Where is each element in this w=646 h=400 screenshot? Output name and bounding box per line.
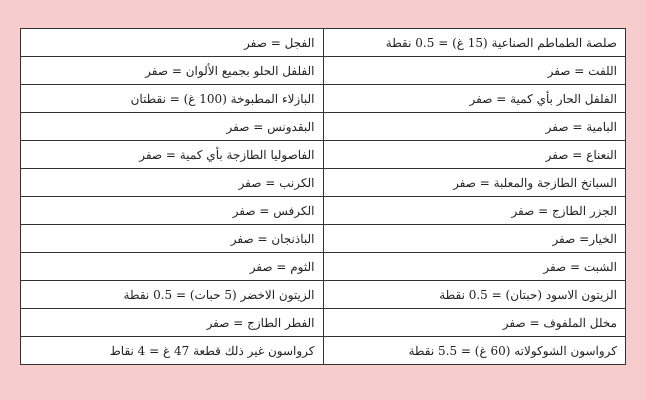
table-cell: الجزر الطازج = صفر [323, 197, 626, 225]
table-cell: الكرنب = صفر [21, 169, 324, 197]
table-cell: الزيتون الاسود (حبتان) = 0.5 نقطة [323, 281, 626, 309]
table-row [21, 337, 626, 365]
table-row [21, 197, 626, 225]
table-cell: الزيتون الاخضر (5 حبات) = 0.5 نقطة [21, 281, 324, 309]
table-row [21, 281, 626, 309]
table-cell: كرواسون الشوكولاته (60 غ) = 5.5 نقطة [323, 337, 626, 365]
table-cell: مخلل الملفوف = صفر [323, 309, 626, 337]
table-row [21, 309, 626, 337]
table-row [21, 225, 626, 253]
table-cell: النعناع = صفر [323, 141, 626, 169]
table-cell: الفجل = صفر [21, 29, 324, 57]
table-cell: الفلفل الحلو بجميع الألوان = صفر [21, 57, 324, 85]
table-cell: صلصة الطماطم الصناعية (15 غ) = 0.5 نقطة [323, 29, 626, 57]
table-cell: الثوم = صفر [21, 253, 324, 281]
table-cell: الخيار= صفر [323, 225, 626, 253]
table-row [21, 113, 626, 141]
table-row [21, 253, 626, 281]
table-cell: الباذنجان = صفر [21, 225, 324, 253]
table-row [21, 85, 626, 113]
table-cell: الفطر الطازج = صفر [21, 309, 324, 337]
points-table-container [20, 28, 626, 365]
table-row [21, 169, 626, 197]
table-row [21, 29, 626, 57]
table-cell: البازلاء المطبوخة (100 غ) = نقطتان [21, 85, 324, 113]
food-points-table [20, 28, 626, 365]
table-cell: الفاصوليا الطازجة بأي كمية = صفر [21, 141, 324, 169]
table-cell: الكرفس = صفر [21, 197, 324, 225]
table-cell: الشبت = صفر [323, 253, 626, 281]
table-cell: البامية = صفر [323, 113, 626, 141]
table-cell: الفلفل الحار بأي كمية = صفر [323, 85, 626, 113]
table-cell: السبانخ الطازجة والمعلبة = صفر [323, 169, 626, 197]
table-cell: كرواسون غير ذلك قطعة 47 غ = 4 نقاط [21, 337, 324, 365]
table-cell: البقدونس = صفر [21, 113, 324, 141]
table-cell: اللفت = صفر [323, 57, 626, 85]
table-row [21, 141, 626, 169]
table-row [21, 57, 626, 85]
